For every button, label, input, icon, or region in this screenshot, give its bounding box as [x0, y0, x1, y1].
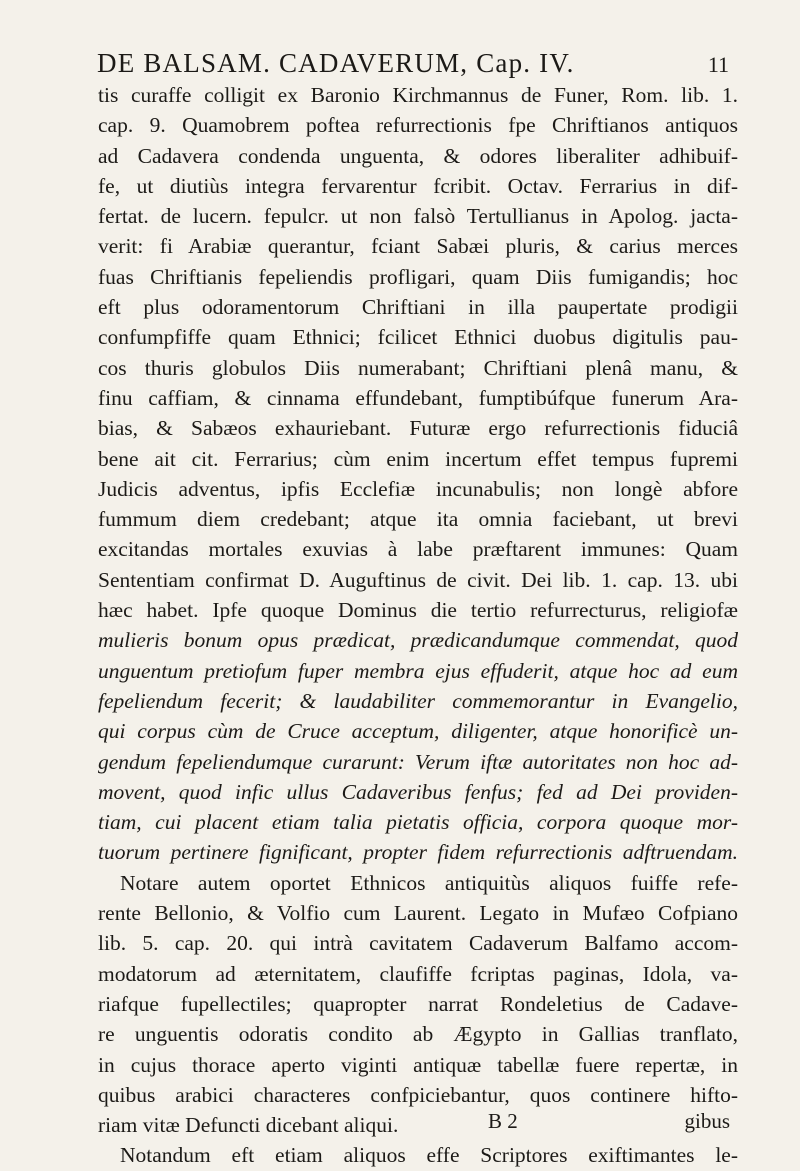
text-line: bias, & Sabæos exhauriebant. Futuræ ergo refurrectionis fiduciâ [98, 416, 738, 441]
page-footer [98, 1109, 738, 1139]
text-line: cos thuris globulos Diis numerabant; Chriftiani plenâ manu, & [98, 355, 738, 380]
text-body [98, 80, 738, 1171]
text-line: bene ait cit. Ferrarius; cùm enim incertum effet tempus fupremi [98, 446, 738, 471]
text-line: confumpfiffe quam Ethnici; fcilicet Ethnici duobus digitulis pau- [98, 325, 738, 350]
text-line: Notare autem oportet Ethnicos antiquitùs aliquos fuiffe refe- [120, 870, 738, 895]
catchword: gibus [684, 1109, 730, 1133]
text-line: re unguentis odoratis condito ab Ægypto in Gallias tranflato, [98, 1022, 738, 1047]
header-title: DE BALSAM. CADAVERUM, Cap. IV. [97, 48, 575, 78]
text-line: hæc habet. Ipfe quoque Dominus die tertio refurrecturus, religiofæ [98, 598, 738, 623]
text-line: verit: fi Arabiæ querantur, fciant Sabæi pluris, & carius merces [98, 234, 738, 259]
text-line: fummum diem credebant; atque ita omnia faciebant, ut brevi [98, 507, 738, 532]
text-line: mulieris bonum opus prædicat, prædicandumque commendat, quod [98, 628, 738, 653]
text-line: ad Cadavera condenda unguenta, & odores liberaliter adhibuif- [98, 143, 738, 168]
page-number: 11 [707, 52, 729, 77]
text-line: gendum fepeliendumque curarunt: Verum iftæ autoritates non hoc ad- [98, 749, 738, 774]
text-line: tiam, cui placent etiam talia pietatis officia, corpora quoque mor- [98, 810, 738, 835]
text-line: fertat. de lucern. fepulcr. ut non falsò Tertullianus in Apolog. jacta- [98, 204, 738, 229]
text-line: cap. 9. Quamobrem poftea refurrectionis fpe Chriftianos antiquos [98, 113, 738, 138]
text-line: Sententiam confirmat D. Auguftinus de civit. Dei lib. 1. cap. 13. ubi [98, 567, 738, 592]
text-line: fepeliendum fecerit; & laudabiliter commemorantur in Evangelio, [98, 688, 738, 713]
text-line: qui corpus cùm de Cruce acceptum, diligenter, atque honorificè un- [98, 719, 738, 744]
text-line: rente Bellonio, & Volfio cum Laurent. Legato in Mufæo Cofpiano [98, 901, 738, 926]
text-line: eft plus odoramentorum Chriftiani in illa paupertate prodigii [98, 295, 738, 320]
text-line: lib. 5. cap. 20. qui intrà cavitatem Cadaverum Balfamo accom- [98, 931, 738, 956]
text-line: Judicis adventus, ipfis Ecclefiæ incunabulis; non longè abfore [98, 476, 738, 501]
text-line: Notandum eft etiam aliquos effe Scriptores exiftimantes le- [120, 1143, 738, 1168]
text-line: modatorum ad æternitatem, claufiffe fcriptas paginas, Idola, va- [98, 961, 738, 986]
text-line: unguentum pretiofum fuper membra ejus effuderit, atque hoc ad eum [98, 658, 738, 683]
text-line: movent, quod infic ullus Cadaveribus fenfus; fed ad Dei providen- [98, 779, 738, 804]
text-line: in cujus thorace aperto viginti antiquæ tabellæ fuere repertæ, in [98, 1052, 738, 1077]
text-line: tis curaffe colligit ex Baronio Kirchmannus de Funer, Rom. lib. 1. [98, 83, 738, 107]
text-line: fe, ut diutiùs integra fervarentur fcribit. Octav. Ferrarius in dif- [98, 173, 738, 198]
text-line: quibus arabici characteres confpiciebantur, quos continere hifto- [98, 1082, 738, 1107]
text-line: tuorum pertinere fignificant, propter fidem refurrectionis adftruendam. [98, 840, 738, 865]
text-line: fuas Chriftianis fepeliendis profligari, quam Diis fumigandis; hoc [98, 264, 738, 289]
signature-mark: B 2 [488, 1109, 518, 1133]
text-line: riafque fupellectiles; quapropter narrat Rondeletius de Cadave- [98, 991, 738, 1016]
text-line: riam vitæ Defuncti dicebant aliqui. [98, 1113, 399, 1138]
text-line: finu caffiam, & cinnama effundebant, fumptibúfque funerum Ara- [98, 385, 738, 410]
text-line: excitandas mortales exuvias à labe præftarent immunes: Quam [98, 537, 738, 562]
